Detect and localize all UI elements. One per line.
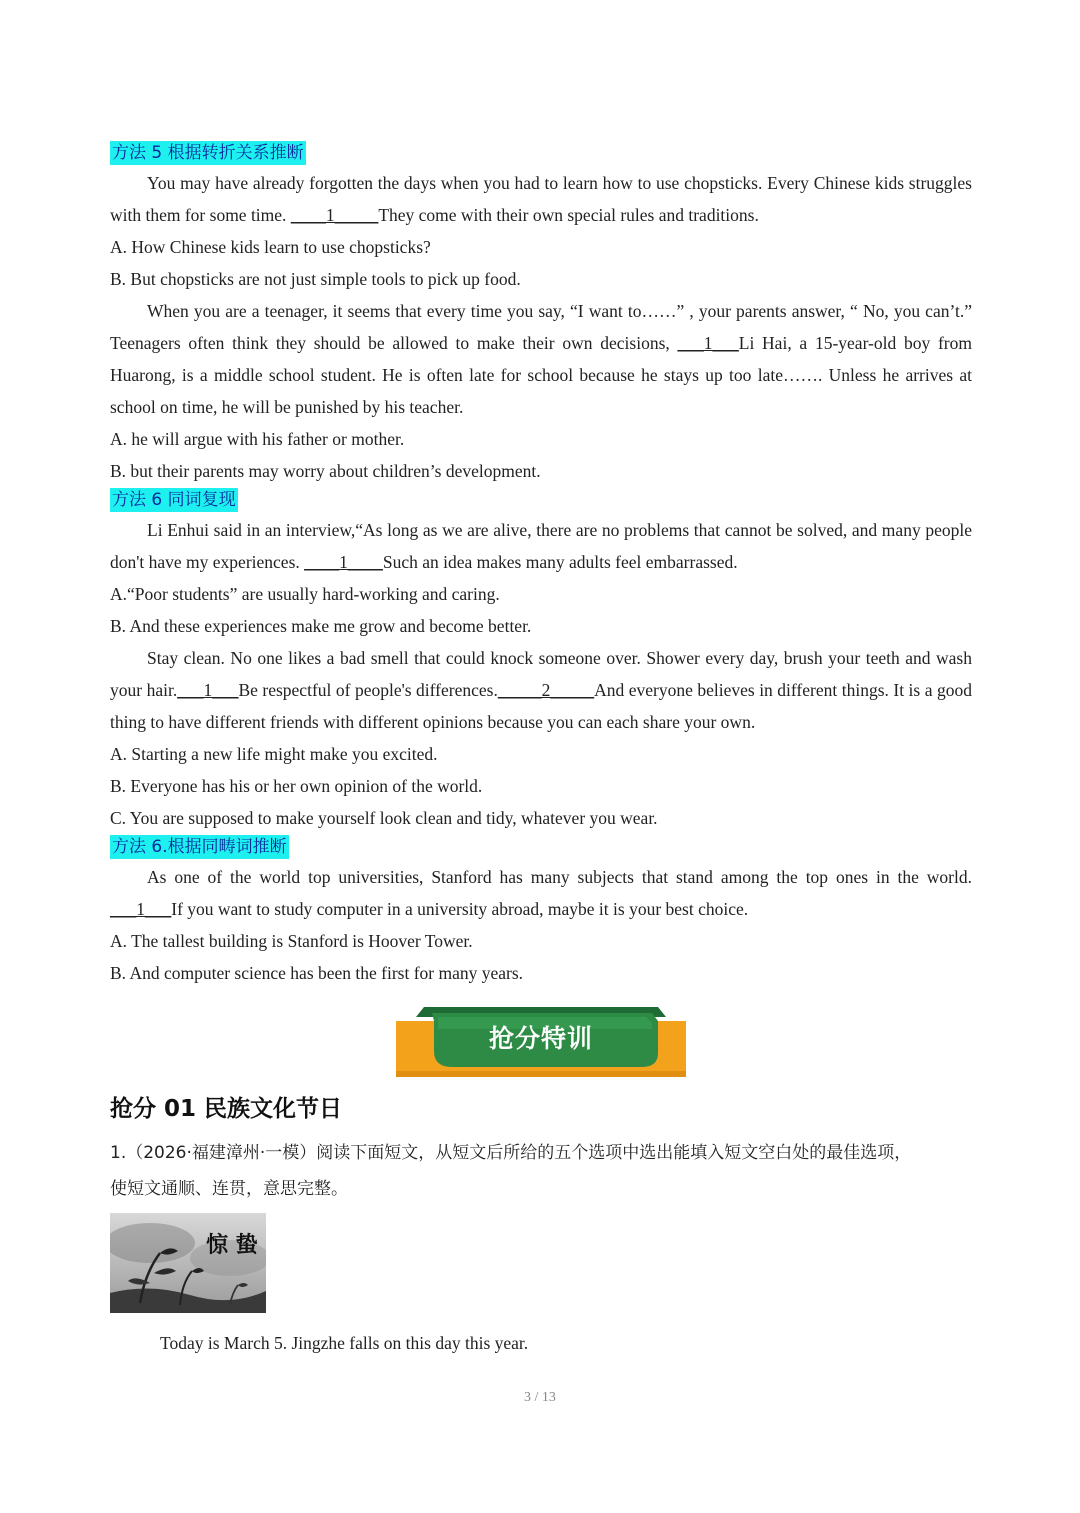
option-line: A. Starting a new life might make you excited. (110, 744, 438, 764)
answer-blank: ____1_____ (290, 205, 379, 225)
passage-text: Be respectful of people's differences. (238, 680, 498, 700)
method-heading-5: 方法 5 根据转折关系推断 (112, 143, 304, 163)
answer-blank: _____2_____ (497, 680, 595, 700)
passage-text: Li Enhui said in an interview,“As long as we are alive, there are no problems that cannot be solved, and many people don't have my experiences. (110, 520, 972, 572)
passage (110, 295, 972, 423)
passage (110, 642, 972, 738)
passage (110, 514, 972, 578)
option-line: B. but their parents may worry about children’s development. (110, 461, 541, 481)
passage-text: They come with their own special rules and traditions. (378, 205, 759, 225)
answer-blank: ___1___ (677, 333, 739, 353)
passage-text: Stay clean. No one likes a bad smell that could knock someone over. Shower every day, brush your teeth and wash your hair. (110, 648, 972, 700)
passage-text: And everyone believes in different things. It is a good thing to have different friends with different opinions because you can each share your own. (110, 680, 972, 732)
answer-blank: ____1____ (304, 552, 383, 572)
passage (110, 167, 972, 231)
option-line: A. How Chinese kids learn to use chopsticks? (110, 237, 431, 257)
passage (110, 861, 972, 925)
passage-text: Such an idea makes many adults feel embarrassed. (382, 552, 738, 572)
page-content (110, 140, 972, 1377)
option-line: B. And computer science has been the first for many years. (110, 963, 524, 983)
option-line: A. The tallest building is Stanford is Hoover Tower. (110, 931, 473, 951)
passage-text: As one of the world top universities, Stanford has many subjects that stand among the top ones in the world. (147, 867, 972, 887)
method-heading-6: 方法 6 同词复现 (112, 490, 236, 510)
answer-blank: ___1___ (177, 680, 239, 700)
passage-text: If you want to study computer in a university abroad, maybe it is your best choice. (171, 899, 749, 919)
option-line: B. And these experiences make me grow and become better. (110, 616, 532, 636)
passage-text: Li Hai, a 15-year-old boy from Huarong, is a middle school student. He is often late for school because he stays up too late……. Unless he arrives at school on time, he will be punished by his teacher. (110, 333, 972, 417)
answer-blank: ___1___ (110, 899, 172, 919)
section-title: 抢分 01 民族文化节日 (110, 1096, 343, 1122)
option-line: A. he will argue with his father or mother. (110, 429, 405, 449)
option-line: A.“Poor students” are usually hard-working and caring. (110, 584, 500, 604)
option-line: B. But chopsticks are not just simple tools to pick up food. (110, 269, 521, 289)
question-line: 1.（2026·福建漳州·一模）阅读下面短文，从短文后所给的五个选项中选出能填入短文空白处的最佳选项， (110, 1143, 912, 1163)
passage-text: When you are a teenager, it seems that every time you say, “I want to……” , your parents answer, “ No, you can’t.” Teenagers often think they should be allowed to make their own decisions, (110, 301, 972, 353)
method-heading-6b: 方法 6.根据同畴词推断 (112, 837, 287, 857)
option-line: C. You are supposed to make yourself look clean and tidy, whatever you wear. (110, 808, 658, 828)
section-banner (396, 1007, 686, 1079)
option-line: B. Everyone has his or her own opinion of the world. (110, 776, 483, 796)
passage-start: Today is March 5. Jingzhe falls on this day this year. (160, 1333, 529, 1353)
question-line: 使短文通顺、连贯，意思完整。 (110, 1179, 348, 1199)
banner-label: 抢分特训 (488, 1024, 593, 1053)
image-title-calligraphy: 惊 蛰 (206, 1232, 258, 1258)
passage-text: You may have already forgotten the days when you had to learn how to use chopsticks. Every Chinese kids struggles with them for some time. (110, 173, 972, 225)
page-number: 3 / 13 (524, 1390, 556, 1405)
